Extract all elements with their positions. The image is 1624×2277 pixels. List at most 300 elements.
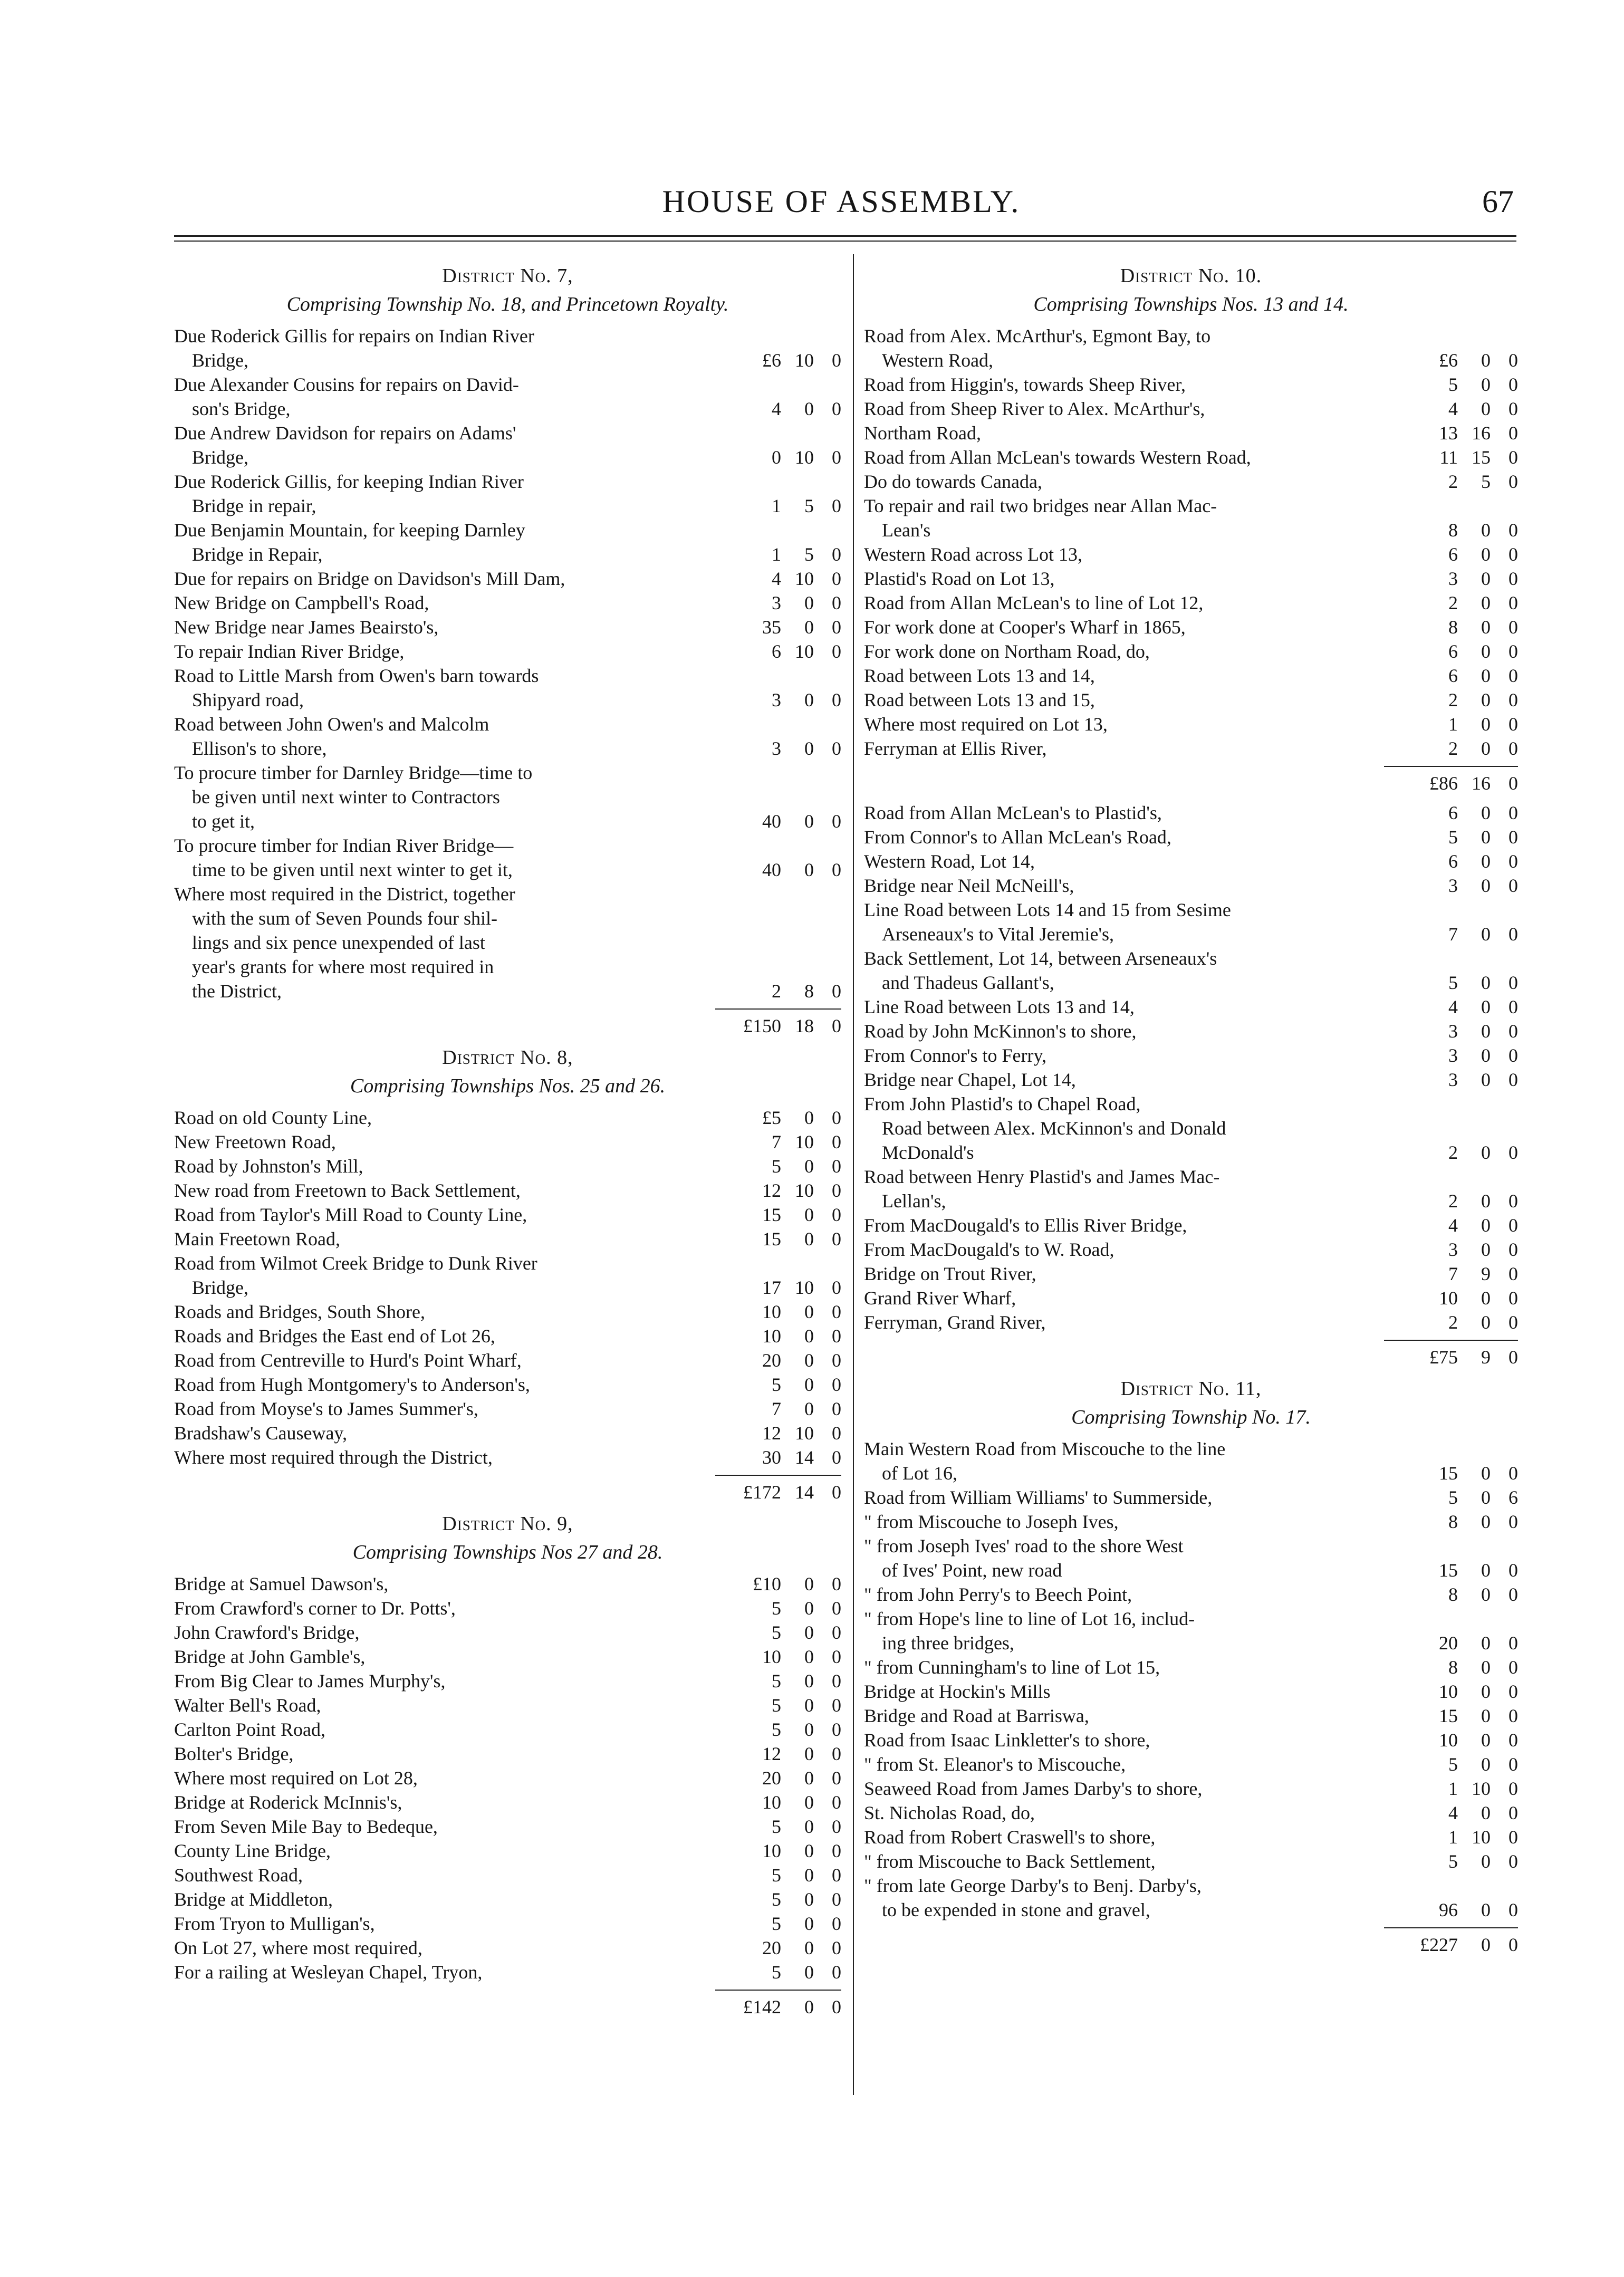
ledger-row [864, 736, 1518, 761]
ledger-row [864, 1752, 1518, 1776]
amount-shillings: 0 [804, 811, 814, 832]
ledger-row [864, 1655, 1518, 1679]
district-section [174, 264, 841, 1038]
item-description: From MacDougald's to Ellis River Bridge, [864, 1215, 1187, 1236]
amount-shillings: 0 [804, 1156, 814, 1177]
amount-shillings: 0 [804, 1767, 814, 1789]
amount-shillings: 0 [1481, 1705, 1491, 1726]
amount-shillings: 0 [804, 1204, 814, 1225]
item-description: From Connor's to Allan McLean's Road, [864, 827, 1171, 848]
amount-pence: 0 [1508, 1934, 1518, 1955]
item-description: Due Andrew Davidson for repairs on Adams' Bridge, [174, 422, 516, 468]
amount-pounds: 96 [1439, 1899, 1458, 1920]
item-description: Due Alexander Cousins for repairs on David- son's Bridge, [174, 374, 519, 419]
amount-pence: 0 [832, 1913, 841, 1934]
ledger-row [864, 591, 1518, 615]
amount-shillings: 0 [1481, 996, 1491, 1017]
amount-shillings: 0 [804, 1695, 814, 1716]
amount-shillings: 0 [1481, 1730, 1491, 1751]
ledger-row [174, 1397, 841, 1421]
amount-shillings: 10 [795, 568, 814, 589]
amount-pence: 0 [832, 1423, 841, 1444]
amount-pence: 0 [1508, 1802, 1518, 1823]
amount-shillings: 0 [1481, 827, 1491, 848]
district-section [174, 1512, 841, 2019]
ledger-row [864, 1262, 1518, 1286]
ledger-row [174, 1936, 841, 1960]
amount-pence: 0 [1508, 875, 1518, 896]
amount-pounds: 3 [1448, 1021, 1458, 1042]
amount-shillings: 10 [795, 1131, 814, 1152]
item-description: Bridge at Samuel Dawson's, [174, 1573, 389, 1594]
district-subtotal [1384, 766, 1518, 795]
amount-pence: 0 [1508, 520, 1518, 541]
amount-shillings: 0 [804, 398, 814, 419]
amount-pounds: 15 [762, 1204, 781, 1225]
amount-pounds: 6 [1448, 802, 1458, 823]
ledger-row [174, 1227, 841, 1251]
item-description: Road from Taylor's Mill Road to County Line, [174, 1204, 527, 1225]
amount-pence: 0 [832, 1447, 841, 1468]
amount-shillings: 16 [1472, 422, 1491, 444]
ledger-row [864, 1776, 1518, 1801]
amount-pounds: 11 [1439, 447, 1458, 468]
amount-shillings: 0 [1481, 520, 1491, 541]
page-header [169, 184, 1514, 226]
ledger-row [864, 1068, 1518, 1092]
ledger-row [174, 1421, 841, 1445]
amount-pounds: 5 [772, 1156, 781, 1177]
amount-pounds: 10 [1439, 1288, 1458, 1309]
ledger-row [864, 849, 1518, 873]
amount-shillings: 0 [804, 1646, 814, 1667]
amount-pounds: 4 [1448, 996, 1458, 1017]
ledger-row [864, 1043, 1518, 1068]
amount-pence: 0 [1508, 827, 1518, 848]
district-total [1384, 1927, 1518, 1957]
ledger-row [864, 1607, 1518, 1655]
amount-pence: 0 [1508, 641, 1518, 662]
district-subtitle: Comprising Township No. 17. [1071, 1406, 1311, 1428]
amount-pounds: 7 [772, 1398, 781, 1419]
amount-pounds: 6 [1448, 665, 1458, 686]
amount-pounds: 5 [772, 1598, 781, 1619]
amount-shillings: 0 [1481, 1851, 1491, 1872]
item-description: Where most required on Lot 28, [174, 1767, 418, 1789]
amount-shillings: 0 [1481, 1681, 1491, 1702]
amount-pence: 0 [1508, 422, 1518, 444]
amount-pounds: 10 [1439, 1681, 1458, 1702]
amount-pounds: £172 [743, 1482, 781, 1503]
item-description: Grand River Wharf, [864, 1288, 1016, 1309]
item-description: Road from William Williams' to Summerside, [864, 1487, 1213, 1508]
amount-shillings: 14 [795, 1447, 814, 1468]
item-description: On Lot 27, where most required, [174, 1937, 422, 1958]
ledger-row [174, 591, 841, 615]
amount-shillings: 0 [1481, 350, 1491, 371]
amount-pounds: 4 [772, 568, 781, 589]
amount-pounds: 3 [1448, 1069, 1458, 1090]
amount-pence: 0 [832, 811, 841, 832]
ledger-row [174, 1645, 841, 1669]
amount-shillings: 0 [1481, 544, 1491, 565]
amount-pounds: £6 [762, 350, 781, 371]
item-description: Road from Alex. McArthur's, Egmont Bay, to Western Road, [864, 325, 1211, 371]
amount-pence: 0 [1508, 1142, 1518, 1163]
amount-pounds: £142 [743, 1996, 781, 2017]
ledger-row [864, 1237, 1518, 1262]
amount-shillings: 0 [1481, 665, 1491, 686]
amount-shillings: 0 [1481, 875, 1491, 896]
item-description: County Line Bridge, [174, 1840, 331, 1861]
ledger-row [864, 712, 1518, 736]
header-rule [174, 235, 1516, 237]
amount-shillings: 10 [795, 1180, 814, 1201]
amount-pence: 0 [1508, 996, 1518, 1017]
amount-shillings: 0 [1481, 1045, 1491, 1066]
district-title: District No. 7, [442, 265, 573, 287]
amount-shillings: 0 [1481, 1021, 1491, 1042]
item-description: From Big Clear to James Murphy's, [174, 1670, 446, 1692]
amount-shillings: 10 [795, 350, 814, 371]
amount-pence: 0 [832, 1622, 841, 1643]
amount-pounds: 1 [772, 495, 781, 516]
item-description: Southwest Road, [174, 1865, 303, 1886]
amount-pence: 0 [832, 1301, 841, 1322]
amount-pounds: 1 [772, 544, 781, 565]
amount-pence: 0 [1508, 1215, 1518, 1236]
item-description: Main Freetown Road, [174, 1228, 340, 1250]
ledger-row [174, 1887, 841, 1911]
amount-pence: 0 [832, 568, 841, 589]
amount-pence: 0 [832, 1695, 841, 1716]
amount-pence: 0 [1508, 1190, 1518, 1212]
amount-pounds: 5 [1448, 972, 1458, 993]
ledger-row [174, 712, 841, 761]
item-description: Where most required on Lot 13, [864, 714, 1108, 735]
amount-pence: 0 [1508, 773, 1518, 794]
amount-shillings: 0 [804, 1840, 814, 1861]
item-description: Road by John McKinnon's to shore, [864, 1021, 1137, 1042]
item-description: Due Benjamin Mountain, for keeping Darnley Bridge in Repair, [174, 520, 525, 565]
amount-pounds: 40 [762, 859, 781, 880]
ledger-row [174, 615, 841, 639]
header-rule-thin [174, 241, 1516, 242]
amount-pounds: 3 [1448, 568, 1458, 589]
amount-pounds: 3 [772, 689, 781, 710]
amount-shillings: 10 [1472, 1778, 1491, 1799]
item-description: Ferryman at Ellis River, [864, 738, 1047, 759]
amount-pounds: 2 [1448, 738, 1458, 759]
item-description: Road from Hugh Montgomery's to Anderson's, [174, 1374, 530, 1395]
amount-pounds: 8 [1448, 1657, 1458, 1678]
amount-pounds: 20 [762, 1350, 781, 1371]
amount-pence: 0 [832, 1204, 841, 1225]
ledger-row [864, 1534, 1518, 1582]
amount-pence: 0 [832, 1767, 841, 1789]
item-description: " from St. Eleanor's to Miscouche, [864, 1754, 1126, 1775]
amount-shillings: 0 [1481, 1754, 1491, 1775]
ledger-row [174, 1348, 841, 1372]
item-description: Roads and Bridges, South Shore, [174, 1301, 425, 1322]
amount-shillings: 0 [804, 1792, 814, 1813]
amount-pounds: 3 [1448, 1239, 1458, 1260]
amount-shillings: 0 [804, 1743, 814, 1764]
item-description: New road from Freetown to Back Settlement, [174, 1180, 521, 1201]
ledger-row [864, 542, 1518, 566]
amount-shillings: 0 [1481, 1657, 1491, 1678]
item-description: Road between John Owen's and Malcolm Ellison's to shore, [174, 714, 489, 759]
amount-shillings: 0 [1481, 738, 1491, 759]
amount-pounds: 4 [1448, 1215, 1458, 1236]
amount-pence: 0 [832, 1598, 841, 1619]
amount-shillings: 0 [1481, 802, 1491, 823]
amount-shillings: 0 [804, 592, 814, 613]
amount-pounds: 2 [772, 981, 781, 1002]
amount-pounds: 20 [1439, 1632, 1458, 1654]
ledger-row [174, 1717, 841, 1742]
district-title: District No. 9, [442, 1513, 573, 1535]
district-title: District No. 10. [1120, 265, 1262, 287]
item-description: Road from Centreville to Hurd's Point Wharf, [174, 1350, 522, 1371]
amount-pence: 0 [1508, 1288, 1518, 1309]
amount-pence: 0 [832, 859, 841, 880]
amount-pounds: 10 [762, 1840, 781, 1861]
district-title: District No. 11, [1120, 1378, 1262, 1400]
amount-pence: 0 [832, 350, 841, 371]
amount-shillings: 0 [804, 1996, 814, 2017]
item-description: Where most required through the District, [174, 1447, 493, 1468]
amount-pounds: 5 [772, 1913, 781, 1934]
amount-pounds: 3 [1448, 875, 1458, 896]
amount-pounds: 10 [1439, 1730, 1458, 1751]
amount-pounds: 2 [1448, 1190, 1458, 1212]
amount-pence: 0 [832, 1350, 841, 1371]
item-description: " from Miscouche to Back Settlement, [864, 1851, 1156, 1872]
ledger-row [864, 946, 1518, 995]
ledger-row [864, 615, 1518, 639]
spacer [864, 795, 1518, 801]
amount-pence: 0 [1508, 1312, 1518, 1333]
amount-pence: 0 [832, 689, 841, 710]
amount-pounds: 4 [772, 398, 781, 419]
ledger-row [864, 1849, 1518, 1874]
amount-shillings: 0 [1481, 924, 1491, 945]
ledger-row [174, 1154, 841, 1178]
item-description: From Crawford's corner to Dr. Potts', [174, 1598, 456, 1619]
amount-pounds: 5 [1448, 1754, 1458, 1775]
ledger-row [864, 995, 1518, 1019]
item-description: Road to Little Marsh from Owen's barn towards Shipyard road, [174, 665, 539, 710]
amount-shillings: 0 [804, 738, 814, 759]
amount-pence: 0 [1508, 665, 1518, 686]
ledger-row [864, 898, 1518, 946]
ledger-row [864, 1510, 1518, 1534]
ledger-row [864, 324, 1518, 372]
amount-pence: 0 [832, 1996, 841, 2017]
amount-shillings: 0 [1481, 1463, 1491, 1484]
ledger-row [864, 825, 1518, 849]
amount-pounds: 5 [772, 1865, 781, 1886]
amount-shillings: 0 [804, 1816, 814, 1837]
district-section [174, 1045, 841, 1504]
amount-pence: 0 [832, 738, 841, 759]
amount-pounds: 12 [762, 1423, 781, 1444]
item-description: Walter Bell's Road, [174, 1695, 321, 1716]
item-description: For work done on Northam Road, do, [864, 641, 1150, 662]
amount-pence: 0 [1508, 1681, 1518, 1702]
item-description: Line Road between Lots 14 and 15 from Sesime Arseneaux's to Vital Jeremie's, [864, 899, 1231, 945]
amount-pounds: 8 [1448, 617, 1458, 638]
item-description: Roads and Bridges the East end of Lot 26, [174, 1325, 495, 1347]
item-description: St. Nicholas Road, do, [864, 1802, 1035, 1823]
ledger-row [864, 566, 1518, 591]
amount-shillings: 10 [795, 641, 814, 662]
ledger-row [864, 1213, 1518, 1237]
ledger-row [174, 1814, 841, 1839]
amount-pounds: 2 [1448, 1142, 1458, 1163]
item-description: From Seven Mile Bay to Bedeque, [174, 1816, 438, 1837]
amount-shillings: 10 [795, 1277, 814, 1298]
amount-pence: 0 [832, 592, 841, 613]
amount-pounds: 5 [1448, 374, 1458, 395]
amount-pence: 0 [1508, 1463, 1518, 1484]
amount-pence: 0 [1508, 802, 1518, 823]
amount-pence: 0 [832, 398, 841, 419]
amount-pence: 0 [832, 1180, 841, 1201]
item-description: Road from Allan McLean's to Plastid's, [864, 802, 1162, 823]
item-description: Seaweed Road from James Darby's to shore, [864, 1778, 1203, 1799]
district-total [715, 1008, 841, 1038]
amount-shillings: 0 [804, 1598, 814, 1619]
amount-pounds: 15 [1439, 1560, 1458, 1581]
amount-pence: 0 [1508, 544, 1518, 565]
amount-shillings: 0 [1481, 1487, 1491, 1508]
district-section [864, 1377, 1518, 1957]
amount-pounds: 8 [1448, 1584, 1458, 1605]
item-description: New Freetown Road, [174, 1131, 336, 1152]
amount-shillings: 0 [804, 1719, 814, 1740]
amount-shillings: 0 [1481, 1288, 1491, 1309]
item-description: Carlton Point Road, [174, 1719, 325, 1740]
item-description: Where most required in the District, together with the sum of Seven Pounds four shil- lings and six pence unexpended of last year's grants for where most required in the District, [174, 883, 515, 1002]
amount-shillings: 9 [1481, 1263, 1491, 1284]
amount-pence: 0 [832, 1374, 841, 1395]
ledger-row [864, 873, 1518, 898]
item-description: For a railing at Wesleyan Chapel, Tryon, [174, 1962, 483, 1983]
amount-pounds: £75 [1429, 1347, 1458, 1368]
amount-pounds: 10 [762, 1301, 781, 1322]
item-description: Northam Road, [864, 422, 981, 444]
amount-pence: 0 [832, 1482, 841, 1503]
amount-pounds: 1 [1448, 714, 1458, 735]
item-description: " from Joseph Ives' road to the shore West of Ives' Point, new road [864, 1535, 1184, 1581]
amount-shillings: 0 [804, 1937, 814, 1958]
amount-pounds: 0 [772, 447, 781, 468]
amount-pence: 0 [1508, 972, 1518, 993]
amount-pounds: 3 [1448, 1045, 1458, 1066]
amount-shillings: 0 [1481, 1312, 1491, 1333]
item-description: Road from Allan McLean's to line of Lot 12, [864, 592, 1204, 613]
ledger-row [864, 1310, 1518, 1334]
district-subtitle: Comprising Township No. 18, and Princetown Royalty. [286, 293, 729, 315]
ledger-row [174, 1445, 841, 1469]
amount-shillings: 0 [804, 1325, 814, 1347]
amount-pence: 6 [1508, 1487, 1518, 1508]
ledger-row [174, 1839, 841, 1863]
ledger-row [864, 1825, 1518, 1849]
amount-pence: 0 [832, 1889, 841, 1910]
amount-shillings: 0 [1481, 398, 1491, 419]
amount-shillings: 0 [804, 1622, 814, 1643]
item-description: Bridge at Roderick McInnis's, [174, 1792, 402, 1813]
amount-pounds: 13 [1439, 422, 1458, 444]
amount-pence: 0 [832, 1816, 841, 1837]
amount-pence: 0 [1508, 1045, 1518, 1066]
item-description: Road between Lots 13 and 14, [864, 665, 1095, 686]
amount-pounds: £86 [1429, 773, 1458, 794]
item-description: " from Hope's line to line of Lot 16, includ- ing three bridges, [864, 1608, 1195, 1654]
ledger-row [174, 324, 841, 372]
item-description: John Crawford's Bridge, [174, 1622, 360, 1643]
amount-shillings: 0 [804, 617, 814, 638]
amount-pounds: 2 [1448, 592, 1458, 613]
amount-shillings: 0 [804, 1107, 814, 1128]
amount-pounds: 15 [1439, 1705, 1458, 1726]
amount-pence: 0 [832, 1573, 841, 1594]
item-description: Bridge on Trout River, [864, 1263, 1036, 1284]
amount-pence: 0 [832, 1937, 841, 1958]
item-description: Bridge near Neil McNeill's, [864, 875, 1074, 896]
ledger-row [174, 518, 841, 566]
amount-shillings: 0 [804, 689, 814, 710]
ledger-row [864, 1728, 1518, 1752]
item-description: Due Roderick Gillis, for keeping Indian River Bridge in repair, [174, 471, 524, 516]
item-description: Due Roderick Gillis for repairs on Indian River Bridge, [174, 325, 534, 371]
amount-shillings: 0 [1481, 851, 1491, 872]
amount-pounds: 5 [772, 1374, 781, 1395]
amount-pence: 0 [832, 1156, 841, 1177]
amount-shillings: 0 [1481, 641, 1491, 662]
amount-pounds: 12 [762, 1743, 781, 1764]
amount-shillings: 0 [1481, 714, 1491, 735]
amount-pounds: 6 [772, 641, 781, 662]
ledger-row [864, 801, 1518, 825]
ledger-row [174, 1960, 841, 1984]
amount-shillings: 16 [1472, 773, 1491, 794]
amount-shillings: 0 [804, 1398, 814, 1419]
amount-shillings: 0 [804, 1962, 814, 1983]
amount-pounds: £150 [743, 1015, 781, 1036]
amount-shillings: 5 [804, 544, 814, 565]
amount-pounds: 35 [762, 617, 781, 638]
amount-pounds: 5 [772, 1695, 781, 1716]
amount-pounds: 5 [1448, 1851, 1458, 1872]
column-divider [853, 254, 854, 2095]
amount-shillings: 0 [804, 1913, 814, 1934]
ledger-row [864, 397, 1518, 421]
amount-pence: 0 [1508, 714, 1518, 735]
amount-pence: 0 [832, 1398, 841, 1419]
amount-pence: 0 [832, 1325, 841, 1347]
amount-pence: 0 [1508, 1851, 1518, 1872]
ledger-row [864, 1092, 1518, 1165]
ledger-row [864, 421, 1518, 445]
ledger-row [864, 494, 1518, 542]
item-description: Ferryman, Grand River, [864, 1312, 1046, 1333]
amount-pence: 0 [832, 617, 841, 638]
amount-shillings: 10 [1472, 1827, 1491, 1848]
